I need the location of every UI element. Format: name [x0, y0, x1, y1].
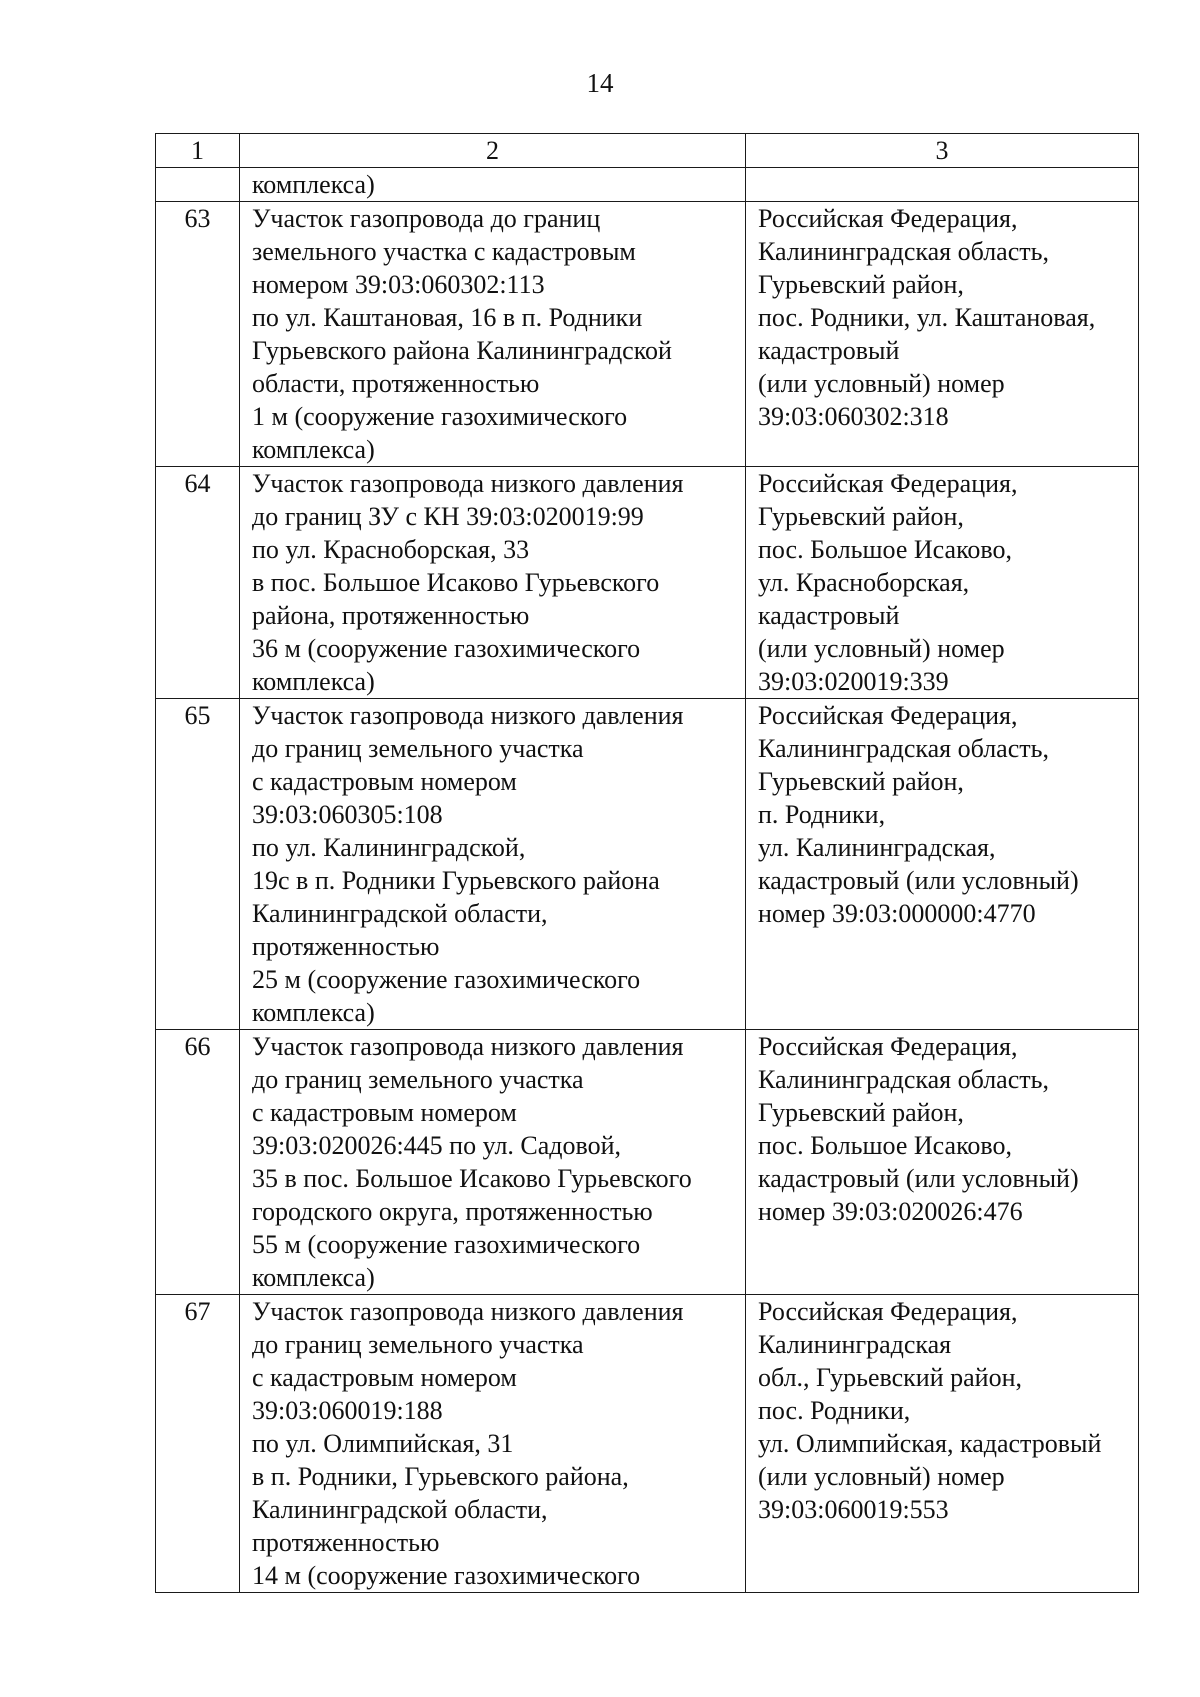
page-number: 14	[586, 68, 614, 98]
cell-number: 65	[156, 699, 240, 1030]
header-col-3: 3	[746, 134, 1139, 168]
table-row-continuation	[156, 168, 1139, 202]
cell-address: Российская Федерация, Калининградская область, Гурьевский район, п. Родники, ул. Калининградская, кадастровый (или условный) номер 39:03:000000:4770	[746, 699, 1139, 1030]
cell-description: комплекса)	[240, 168, 746, 202]
cell-description: Участок газопровода низкого давления до границ земельного участка с кадастровым номером 39:03:060305:108 по ул. Калининградской, 19с в п. Родники Гурьевского района Калининградской области, протяженностью 25 м (сооружение газохимического комплекса)	[240, 699, 746, 1030]
table-row	[156, 202, 1139, 467]
register-table	[155, 133, 1139, 1593]
cell-description: Участок газопровода низкого давления до границ ЗУ с КН 39:03:020019:99 по ул. Красноборская, 33 в пос. Большое Исаково Гурьевского района, протяженностью 36 м (сооружение газохимического комплекса)	[240, 467, 746, 699]
cell-address: Российская Федерация, Калининградская область, Гурьевский район, пос. Большое Исаково, кадастровый (или условный) номер 39:03:020026:476	[746, 1030, 1139, 1295]
table-row	[156, 1030, 1139, 1295]
cell-number: 66	[156, 1030, 240, 1295]
cell-number	[156, 168, 240, 202]
cell-number: 64	[156, 467, 240, 699]
table-row	[156, 1295, 1139, 1593]
cell-address: Российская Федерация, Гурьевский район, пос. Большое Исаково, ул. Красноборская, кадастровый (или условный) номер 39:03:020019:339	[746, 467, 1139, 699]
cell-address: Российская Федерация, Калининградская обл., Гурьевский район, пос. Родники, ул. Олимпийская, кадастровый (или условный) номер 39:03:060019:553	[746, 1295, 1139, 1593]
header-col-2: 2	[240, 134, 746, 168]
table-row	[156, 467, 1139, 699]
cell-number: 67	[156, 1295, 240, 1593]
cell-number: 63	[156, 202, 240, 467]
table-row	[156, 699, 1139, 1030]
header-col-1: 1	[156, 134, 240, 168]
cell-description: Участок газопровода низкого давления до границ земельного участка с кадастровым номером 39:03:020026:445 по ул. Садовой, 35 в пос. Большое Исаково Гурьевского городского округа, протяженностью 55 м (сооружение газохимического комплекса)	[240, 1030, 746, 1295]
cell-description: Участок газопровода до границ земельного участка с кадастровым номером 39:03:060302:113 по ул. Каштановая, 16 в п. Родники Гурьевского района Калининградской области, протяженностью 1 м (сооружение газохимического комплекса)	[240, 202, 746, 467]
cell-address	[746, 168, 1139, 202]
cell-address: Российская Федерация, Калининградская область, Гурьевский район, пос. Родники, ул. Каштановая, кадастровый (или условный) номер 39:03:060302:318	[746, 202, 1139, 467]
table-header-row	[156, 134, 1139, 168]
cell-description: Участок газопровода низкого давления до границ земельного участка с кадастровым номером 39:03:060019:188 по ул. Олимпийская, 31 в п. Родники, Гурьевского района, Калининградской области, протяженностью 14 м (сооружение газохимического	[240, 1295, 746, 1593]
